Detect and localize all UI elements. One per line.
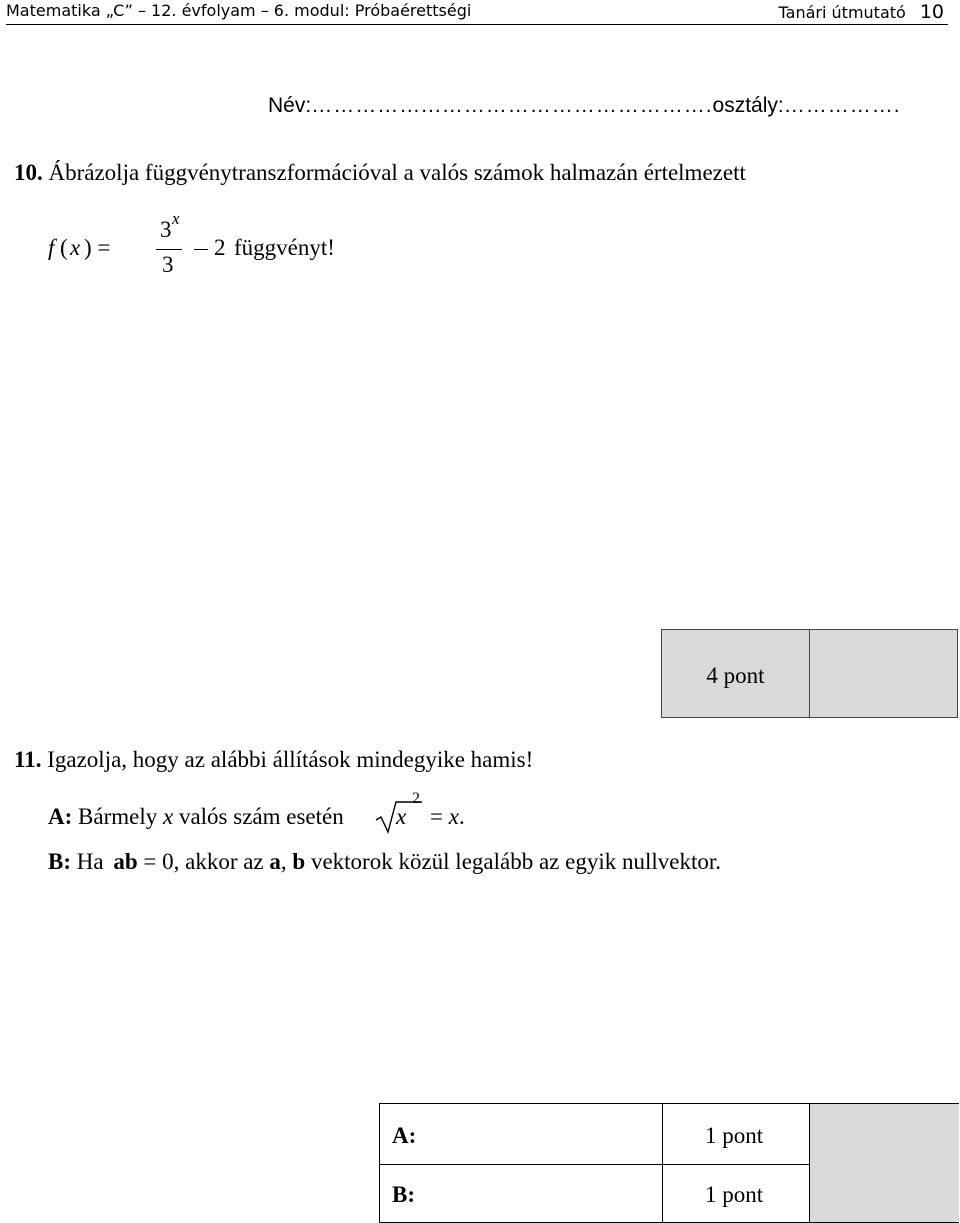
task10-formula — [48, 209, 388, 287]
formula-x: x — [70, 235, 81, 260]
fraction-bar — [156, 249, 182, 250]
formula-open: ( — [60, 235, 68, 260]
statement-b-eq: = 0 — [143, 849, 174, 874]
statement-b-text1: Ha — [76, 849, 104, 874]
name-label: Név: — [268, 94, 312, 117]
score-a-label: A: — [392, 1123, 417, 1148]
statement-a-text2: valós szám esetén — [178, 804, 344, 829]
page-header — [6, 0, 948, 25]
table-divider — [662, 1104, 663, 1222]
statement-b — [48, 849, 721, 875]
task10-statement — [14, 160, 746, 186]
task10-points-cell — [662, 630, 810, 717]
statement-a-x2: x — [448, 804, 459, 829]
task10-suffix: függvényt! — [234, 235, 335, 260]
score-b-points: 1 pont — [705, 1182, 764, 1207]
name-field: ……………...………………………………. — [311, 94, 713, 117]
header-guide-label: Tanári útmutató — [778, 3, 906, 22]
task11-statement — [14, 747, 533, 773]
header-title: Matematika „C” – 12. évfolyam – 6. modul: Próbaérettségi — [6, 1, 472, 20]
class-field: ……………. — [783, 94, 901, 117]
minus-sign — [194, 249, 208, 250]
statement-a-x: x — [162, 804, 174, 829]
statement-a-equality — [430, 804, 465, 830]
statement-b-text2: , akkor az — [173, 849, 264, 874]
score-a-points: 1 pont — [705, 1123, 764, 1148]
statement-b-ab: ab — [113, 849, 138, 874]
formula-close-eq: ) = — [84, 235, 111, 260]
class-label: osztály: — [712, 94, 784, 117]
page-number: 10 — [919, 1, 944, 23]
header-right — [779, 1, 944, 23]
score-entry-column — [809, 1104, 959, 1222]
statement-b-label: B: — [48, 849, 71, 874]
table-row-divider — [380, 1164, 809, 1165]
name-class-line — [268, 94, 901, 118]
statement-a-eq: = — [430, 804, 443, 829]
task11-text: Igazolja, hogy az alábbi állítások mindegyike hamis! — [47, 747, 534, 772]
formula-num-base: 3 — [160, 217, 172, 242]
radicand-exponent: 2 — [412, 790, 420, 807]
task10-number: 10. — [14, 160, 43, 185]
task10-points: 4 pont — [706, 663, 765, 688]
statement-a-label: A: — [48, 804, 73, 829]
task11-number: 11. — [14, 747, 42, 772]
statement-a — [48, 804, 344, 830]
formula-const: 2 — [214, 235, 226, 260]
statement-b-b: b — [292, 849, 306, 874]
statement-b-comma: , — [280, 849, 287, 874]
statement-a-period: . — [458, 804, 465, 829]
formula-den: 3 — [162, 252, 174, 277]
score-b-label: B: — [392, 1182, 415, 1207]
statement-b-text3: vektorok közül legalább az egyik nullvektor. — [310, 849, 721, 874]
task10-text: Ábrázolja függvénytranszformációval a valós számok halmazán értelmezett — [48, 160, 746, 185]
statement-a-text: Bármely — [78, 804, 158, 829]
statement-b-a: a — [269, 849, 281, 874]
radicand-x: x — [396, 804, 407, 829]
formula-num-exp: x — [172, 209, 180, 228]
formula-f: f — [48, 235, 55, 260]
task11-score-table — [379, 1103, 959, 1223]
task10-score-box — [661, 629, 958, 718]
sqrt-radicand — [396, 804, 406, 830]
